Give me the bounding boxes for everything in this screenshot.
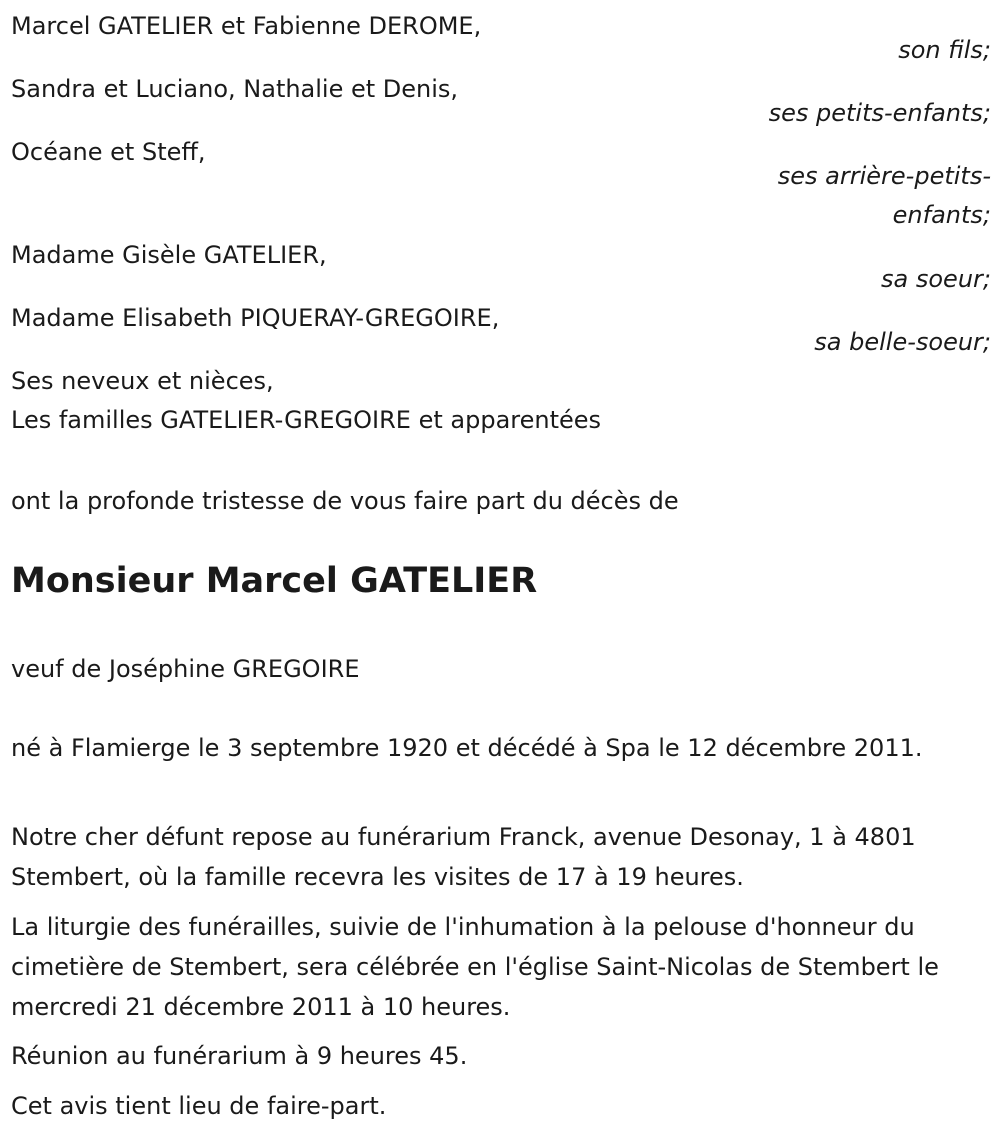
widower-of: veuf de Joséphine GREGOIRE (11, 655, 360, 683)
related-families: Les familles GATELIER-GREGOIRE et apparentées (11, 406, 602, 434)
nephews-nieces: Ses neveux et nièces, (11, 367, 274, 395)
birth-death-info: né à Flamierge le 3 septembre 1920 et décédé à Spa le 12 décembre 2011. (11, 734, 923, 762)
relation-great-grandchildren-line2: enfants; (892, 201, 991, 229)
notice-text: Cet avis tient lieu de faire-part. (11, 1092, 387, 1120)
relation-son: son fils; (898, 36, 991, 64)
announcement-text: ont la profonde tristesse de vous faire part du décès de (11, 487, 679, 515)
family-names-sister-in-law: Madame Elisabeth PIQUERAY-GREGOIRE, (11, 304, 500, 332)
family-names-great-grandchildren: Océane et Steff, (11, 138, 206, 166)
relation-grandchildren: ses petits-enfants; (768, 99, 991, 127)
relation-sister-in-law: sa belle-soeur; (814, 328, 991, 356)
family-names-son: Marcel GATELIER et Fabienne DEROME, (11, 12, 482, 40)
rest-place-info: Notre cher défunt repose au funérarium Franck, avenue Desonay, 1 à 4801 Stembert, où la famille recevra les visites de 17 à 19 heures. (11, 823, 916, 891)
liturgy-info: La liturgie des funérailles, suivie de l'inhumation à la pelouse d'honneur du cimetière de Stembert, sera célébrée en l'église Saint-Nicolas de Stembert le mercredi 21 décembre 2011 à 10 heures. (11, 913, 939, 1021)
relation-sister: sa soeur; (881, 265, 991, 293)
meeting-info: Réunion au funérarium à 9 heures 45. (11, 1042, 468, 1070)
relation-great-grandchildren-line1: ses arrière-petits- (777, 162, 991, 190)
family-names-grandchildren: Sandra et Luciano, Nathalie et Denis, (11, 75, 459, 103)
deceased-name: Monsieur Marcel GATELIER (11, 561, 538, 601)
family-names-sister: Madame Gisèle GATELIER, (11, 241, 327, 269)
